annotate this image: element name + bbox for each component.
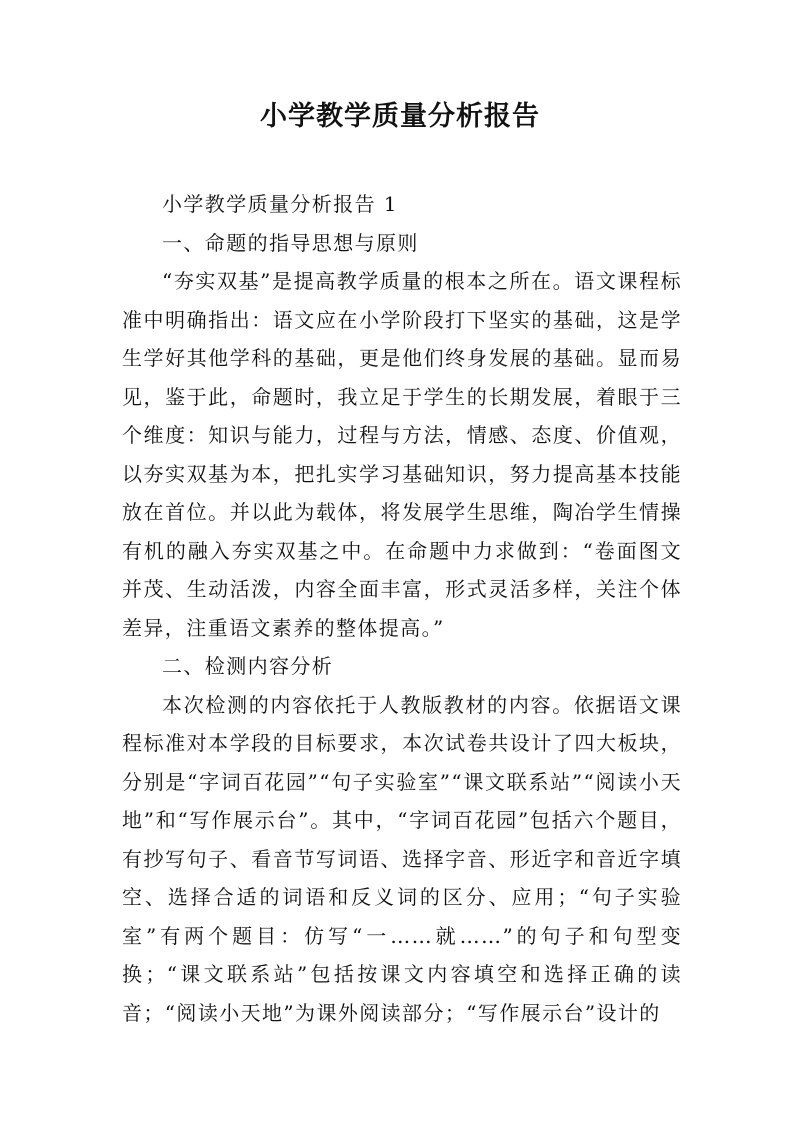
document-title: 小学教学质量分析报告 [260,101,540,132]
section-heading-1: 一、命题的指导思想与原则 [162,230,419,255]
body-paragraph: “夯实双基”是提高教学质量的根本之所在。语文课程标准中明确指出：语文应在小学阶段打下坚实的基础，这是学生学好其他学科的基础，更是他们终身发展的基础。显而易见，鉴于此，命题时，我立足于学生的长期发展，着眼于三个维度：知识与能力，过程与方法，情感、态度、价值观，以夯实双基为本，把扎实学习基础知识，努力提高基本技能放在首位。并以此为载体，将发展学生思维，陶冶学生情操有机的融入夯实双基之中。在命题中力求做到：“卷面图文并茂、生动活泼，内容全面丰富，形式灵活多样，关注个体差异，注重语文素养的整体提高。” [122,269,682,640]
section-heading-2: 二、检测内容分析 [162,654,334,678]
body-paragraph: 本次检测的内容依托于人教版教材的内容。依据语文课程标准对本学段的目标要求，本次试卷共设计了四大板块，分别是“字词百花园”“句子实验室”“课文联系站”“阅读小天地”和“写作展示台”。其中，“字词百花园”包括六个题目，有抄写句子、看音节写词语、选择字音、形近字和音近字填空、选择合适的词语和反义词的区分、应用；“句子实验室”有两个题目：仿写“一……就……”的句子和句型变换；“课文联系站”包括按课文内容填空和选择正确的读音；“阅读小天地”为课外阅读部分；“写作展示台”设计的 [122,692,682,1025]
document-body [122,185,682,1032]
report-subtitle: 小学教学质量分析报告 1 [162,192,398,216]
